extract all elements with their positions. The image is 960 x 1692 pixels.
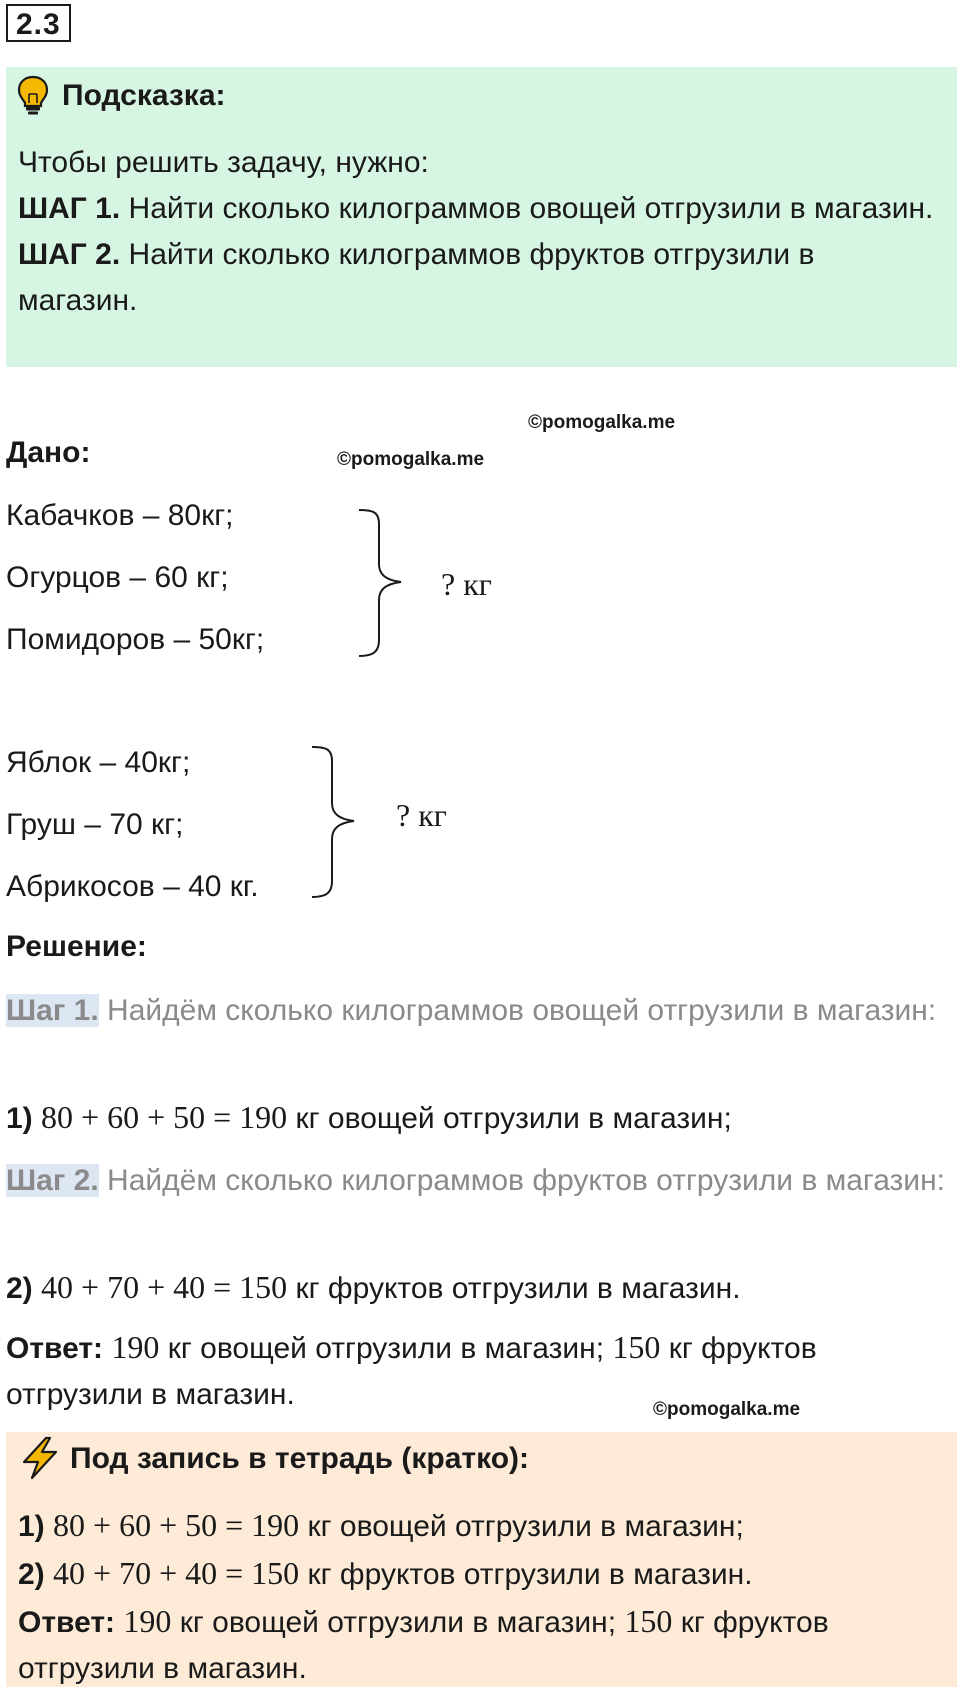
notes-answer-text-1: кг овощей отгрузили в магазин;: [179, 1606, 617, 1639]
hint-title-label: Подсказка:: [62, 79, 226, 112]
notes-answer-label: Ответ:: [18, 1606, 116, 1639]
vegetables-total: ? кг: [441, 566, 492, 602]
calc-2-text: кг фруктов отгрузили в магазин.: [295, 1272, 741, 1305]
task-number: 2.3: [6, 4, 71, 42]
hint-step-1-label: ШАГ 1.: [18, 192, 121, 225]
notes-answer-value-1: 190: [123, 1603, 172, 1639]
solution-step-2-text: Найдём сколько килограммов фруктов отгрузили в магазин:: [107, 1164, 945, 1197]
solution-answer: [6, 1324, 946, 1418]
answer-value-1: 190: [111, 1329, 160, 1365]
hint-step-2-label: ШАГ 2.: [18, 238, 121, 271]
answer-label: Ответ:: [6, 1332, 104, 1365]
given-vegetable-item: Кабачков – 80кг;: [6, 499, 234, 532]
solution-calc-2: [6, 1264, 946, 1312]
notes-calc-2-expression: 40 + 70 + 40 = 150: [53, 1555, 300, 1591]
solution-step-1-text: Найдём сколько килограммов овощей отгрузили в магазин:: [107, 994, 937, 1027]
notes-answer-text-2: кг фруктов отгрузили в магазин.: [18, 1606, 829, 1685]
calc-2-expression: 40 + 70 + 40 = 150: [41, 1269, 288, 1305]
answer-text-1: кг овощей отгрузили в магазин;: [167, 1332, 605, 1365]
hint-title: [14, 74, 226, 118]
answer-text-2: кг фруктов отгрузили в магазин.: [6, 1332, 817, 1411]
hint-body: [18, 140, 938, 324]
solution-step-1: [6, 988, 946, 1034]
notes-answer: [18, 1598, 948, 1692]
given-label: Дано:: [6, 436, 91, 469]
watermark: ©pomogalka.me: [653, 1399, 801, 1420]
lightning-icon: [20, 1436, 60, 1480]
fruits-total: ? кг: [396, 797, 447, 833]
notes-calc-1: [18, 1502, 948, 1550]
solution-label: Решение:: [6, 930, 147, 963]
calc-1-expression: 80 + 60 + 50 = 190: [41, 1099, 288, 1135]
vegetables-brace: [355, 508, 415, 658]
calc-1-number: 1): [6, 1102, 33, 1135]
hint-step-2: [18, 232, 938, 324]
notes-calc-2: [18, 1550, 948, 1598]
solution-calc-1: [6, 1094, 946, 1142]
given-fruit-item: Абрикосов – 40 кг.: [6, 870, 259, 903]
fruits-brace: [308, 745, 368, 899]
hint-step-1: [18, 186, 938, 232]
lightbulb-icon: [16, 74, 50, 116]
calc-2-number: 2): [6, 1272, 33, 1305]
hint-step-1-text: Найти сколько килограммов овощей отгрузили в магазин.: [128, 192, 934, 225]
notes-calc-2-number: 2): [18, 1558, 45, 1591]
hint-intro: Чтобы решить задачу, нужно:: [18, 146, 429, 179]
given-fruit-item: Яблок – 40кг;: [6, 746, 191, 779]
watermark: ©pomogalka.me: [528, 412, 676, 433]
notes-calc-1-number: 1): [18, 1510, 45, 1543]
notes-title-label: Под запись в тетрадь (кратко):: [70, 1442, 530, 1475]
notes-answer-value-2: 150: [624, 1603, 673, 1639]
watermark: ©pomogalka.me: [337, 449, 485, 470]
solution-step-2: [6, 1158, 946, 1204]
hint-step-2-text: Найти сколько килограммов фруктов отгрузили в магазин.: [18, 238, 815, 317]
notes-body: [18, 1502, 948, 1692]
given-fruit-item: Груш – 70 кг;: [6, 808, 184, 841]
notes-calc-1-text: кг овощей отгрузили в магазин;: [307, 1510, 744, 1543]
given-vegetable-item: Огурцов – 60 кг;: [6, 561, 229, 594]
answer-value-2: 150: [612, 1329, 661, 1365]
notes-calc-1-expression: 80 + 60 + 50 = 190: [53, 1507, 300, 1543]
notes-calc-2-text: кг фруктов отгрузили в магазин.: [307, 1558, 753, 1591]
solution-step-2-tag: Шаг 2.: [6, 1164, 99, 1197]
notes-title: [20, 1436, 529, 1482]
calc-1-text: кг овощей отгрузили в магазин;: [295, 1102, 732, 1135]
given-vegetable-item: Помидоров – 50кг;: [6, 623, 265, 656]
solution-step-1-tag: Шаг 1.: [6, 994, 99, 1027]
